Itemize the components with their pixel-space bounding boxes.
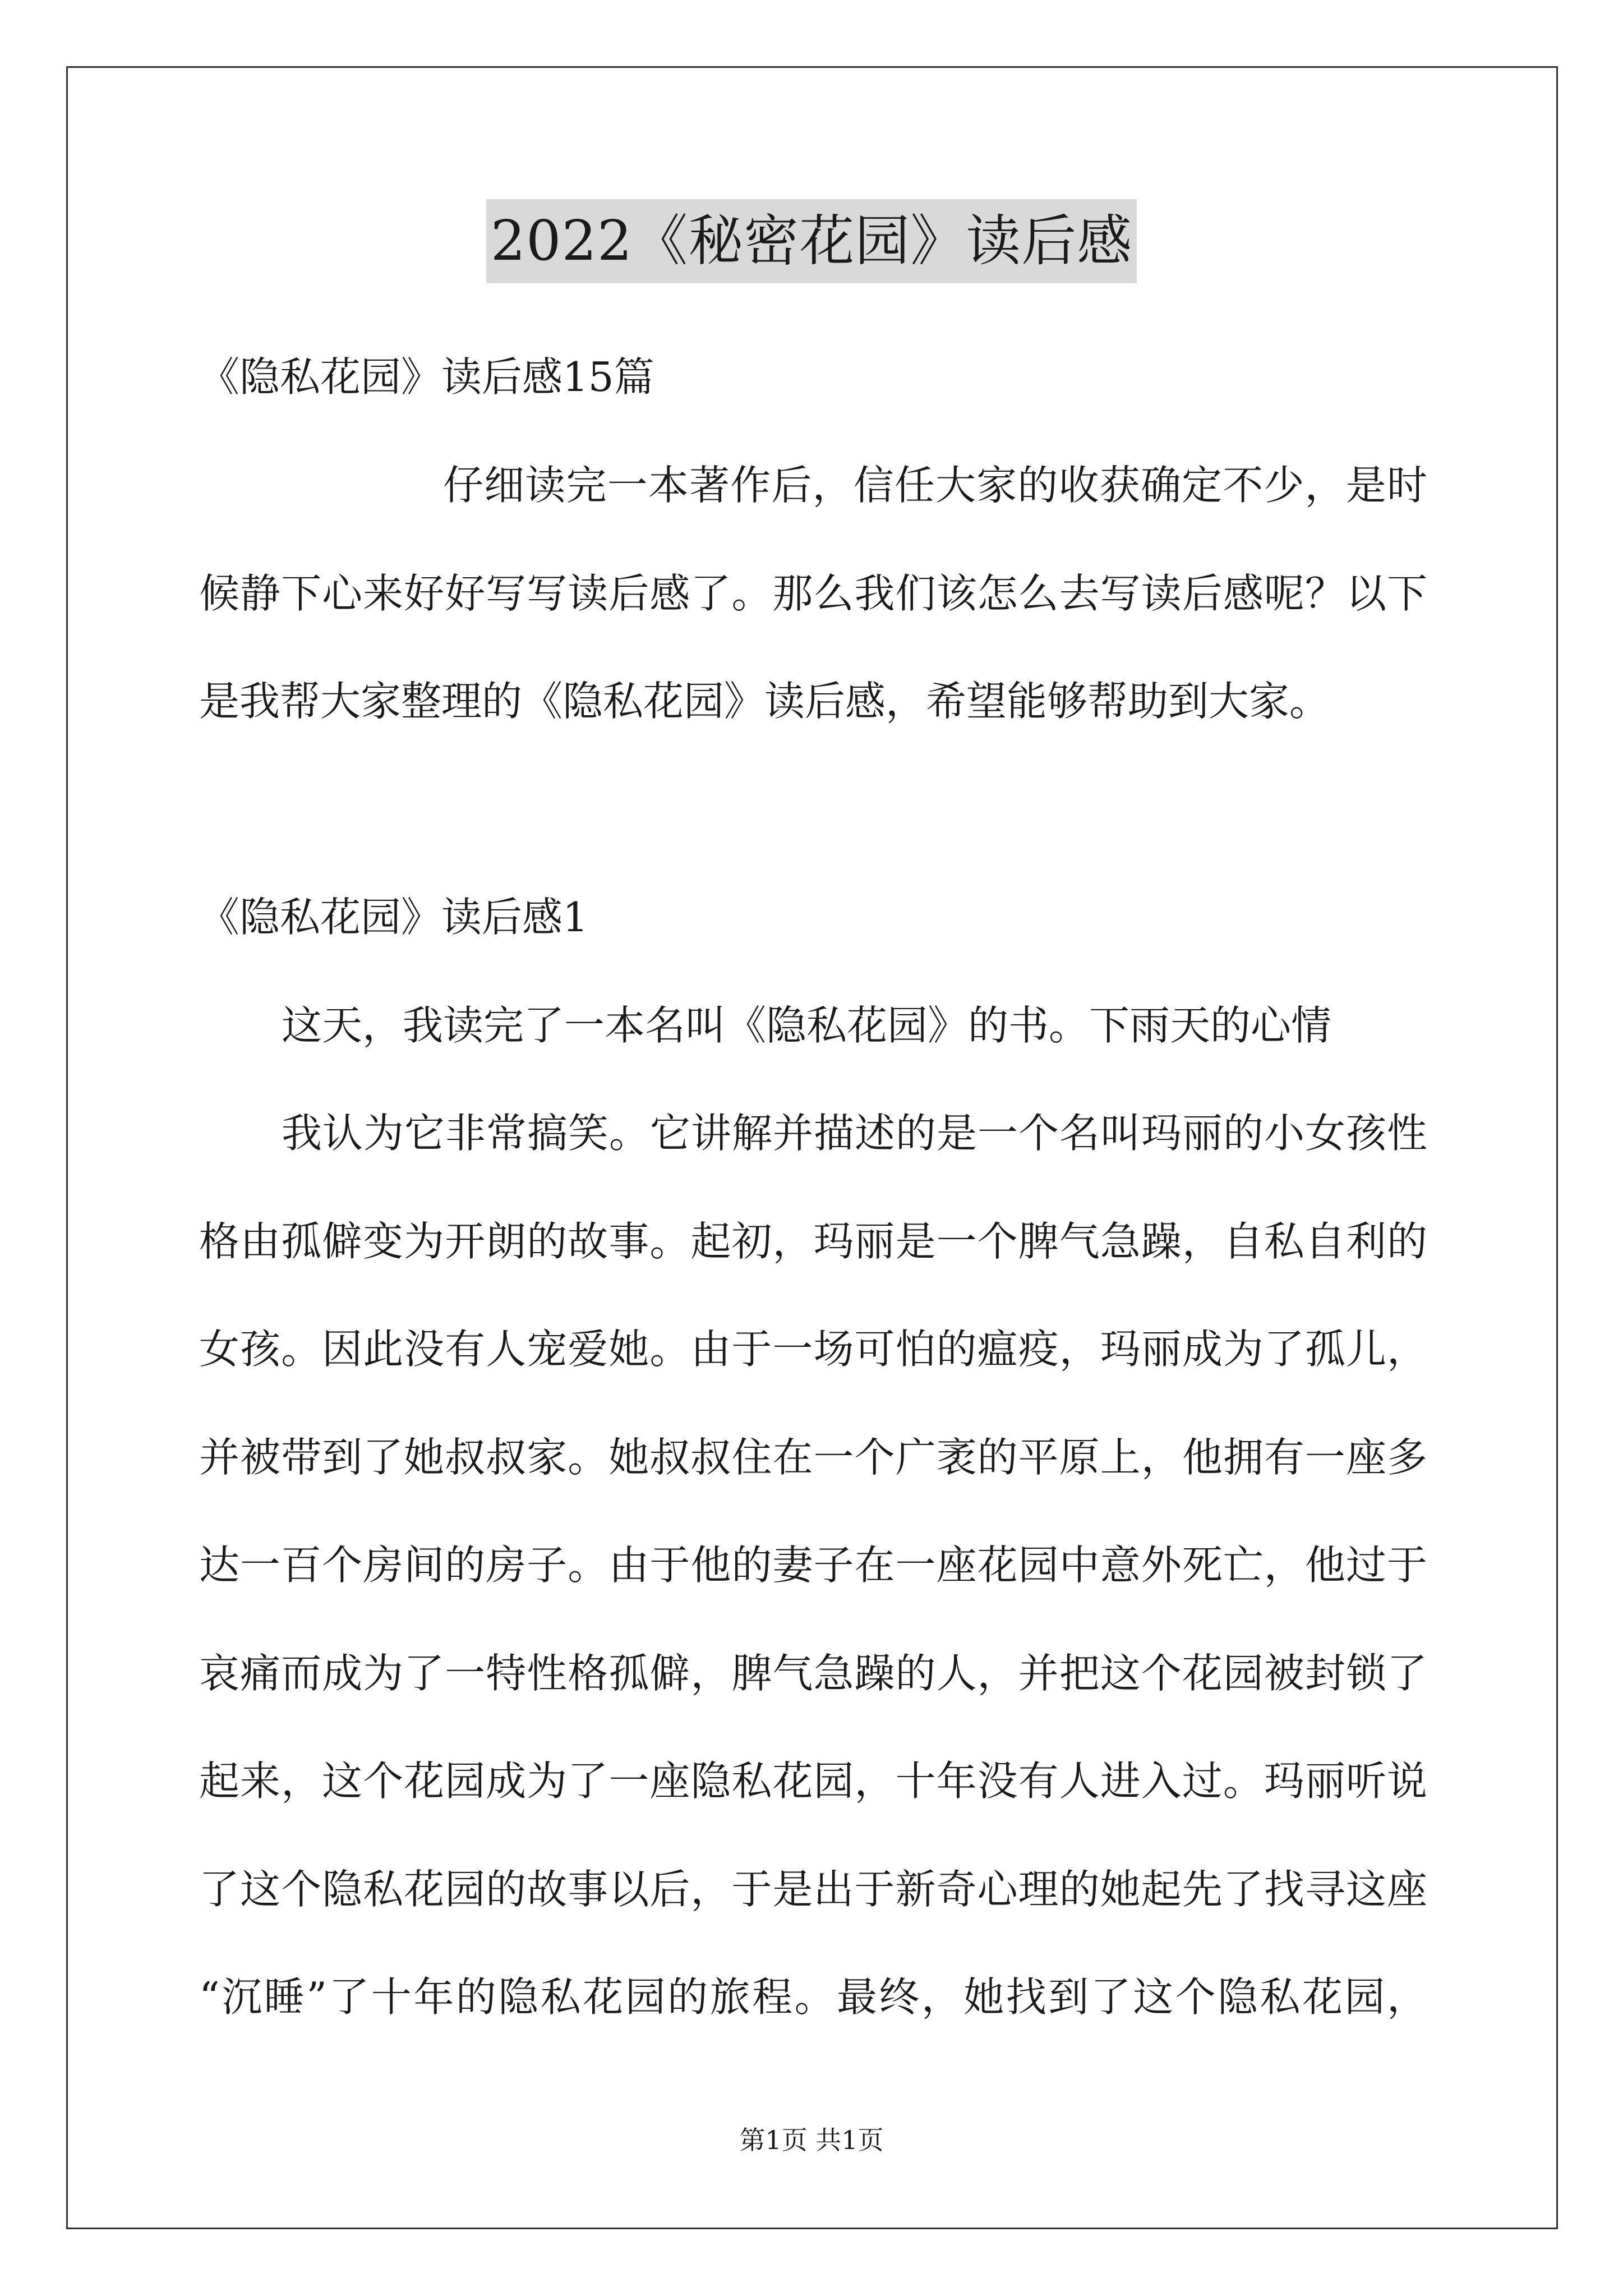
paragraph2-line-6: 哀痛而成为了一特性格孤僻，脾气急躁的人，并把这个花园被封锁了: [199, 1650, 1427, 1697]
paragraph2-line-3: 女孩。因此没有人宠爱她。由于一场可怕的瘟疫，玛丽成为了孤儿，: [199, 1326, 1427, 1373]
document-subtitle: 《隐私花园》读后感15篇: [199, 353, 654, 401]
document-title: 2022《秘密花园》读后感: [486, 199, 1137, 283]
title-container: [0, 199, 1623, 283]
intro-line-3: 是我帮大家整理的《隐私花园》读后感，希望能够帮助到大家。: [199, 678, 1330, 725]
paragraph2-line-5: 达一百个房间的房子。由于他的妻子在一座花园中意外死亡，他过于: [199, 1542, 1427, 1589]
paragraph1-line: 这天，我读完了一本名叫《隐私花园》的书。下雨天的心情: [282, 1002, 1332, 1049]
intro-line-1: 仔细读完一本著作后，信任大家的收获确定不少，是时: [443, 462, 1427, 509]
paragraph2-line-2: 格由孤僻变为开朗的故事。起初，玛丽是一个脾气急躁，自私自利的: [199, 1218, 1427, 1265]
paragraph2-line-1: 我认为它非常搞笑。它讲解并描述的是一个名叫玛丽的小女孩性: [282, 1110, 1427, 1157]
paragraph2-line-4: 并被带到了她叔叔家。她叔叔住在一个广袤的平原上，他拥有一座多: [199, 1434, 1427, 1481]
intro-line-2: 候静下心来好好写写读后感了。那么我们该怎么去写读后感呢？以下: [199, 570, 1427, 617]
paragraph2-line-9: “沉睡”了十年的隐私花园的旅程。最终，她找到了这个隐私花园，: [199, 1973, 1427, 2021]
paragraph2-line-8: 了这个隐私花园的故事以后，于是出于新奇心理的她起先了找寻这座: [199, 1866, 1427, 1913]
page-number: 第1页 共1页: [739, 2125, 884, 2155]
paragraph2-line-7: 起来，这个花园成为了一座隐私花园，十年没有人进入过。玛丽听说: [199, 1757, 1427, 1805]
section-heading: 《隐私花园》读后感1: [199, 894, 588, 941]
